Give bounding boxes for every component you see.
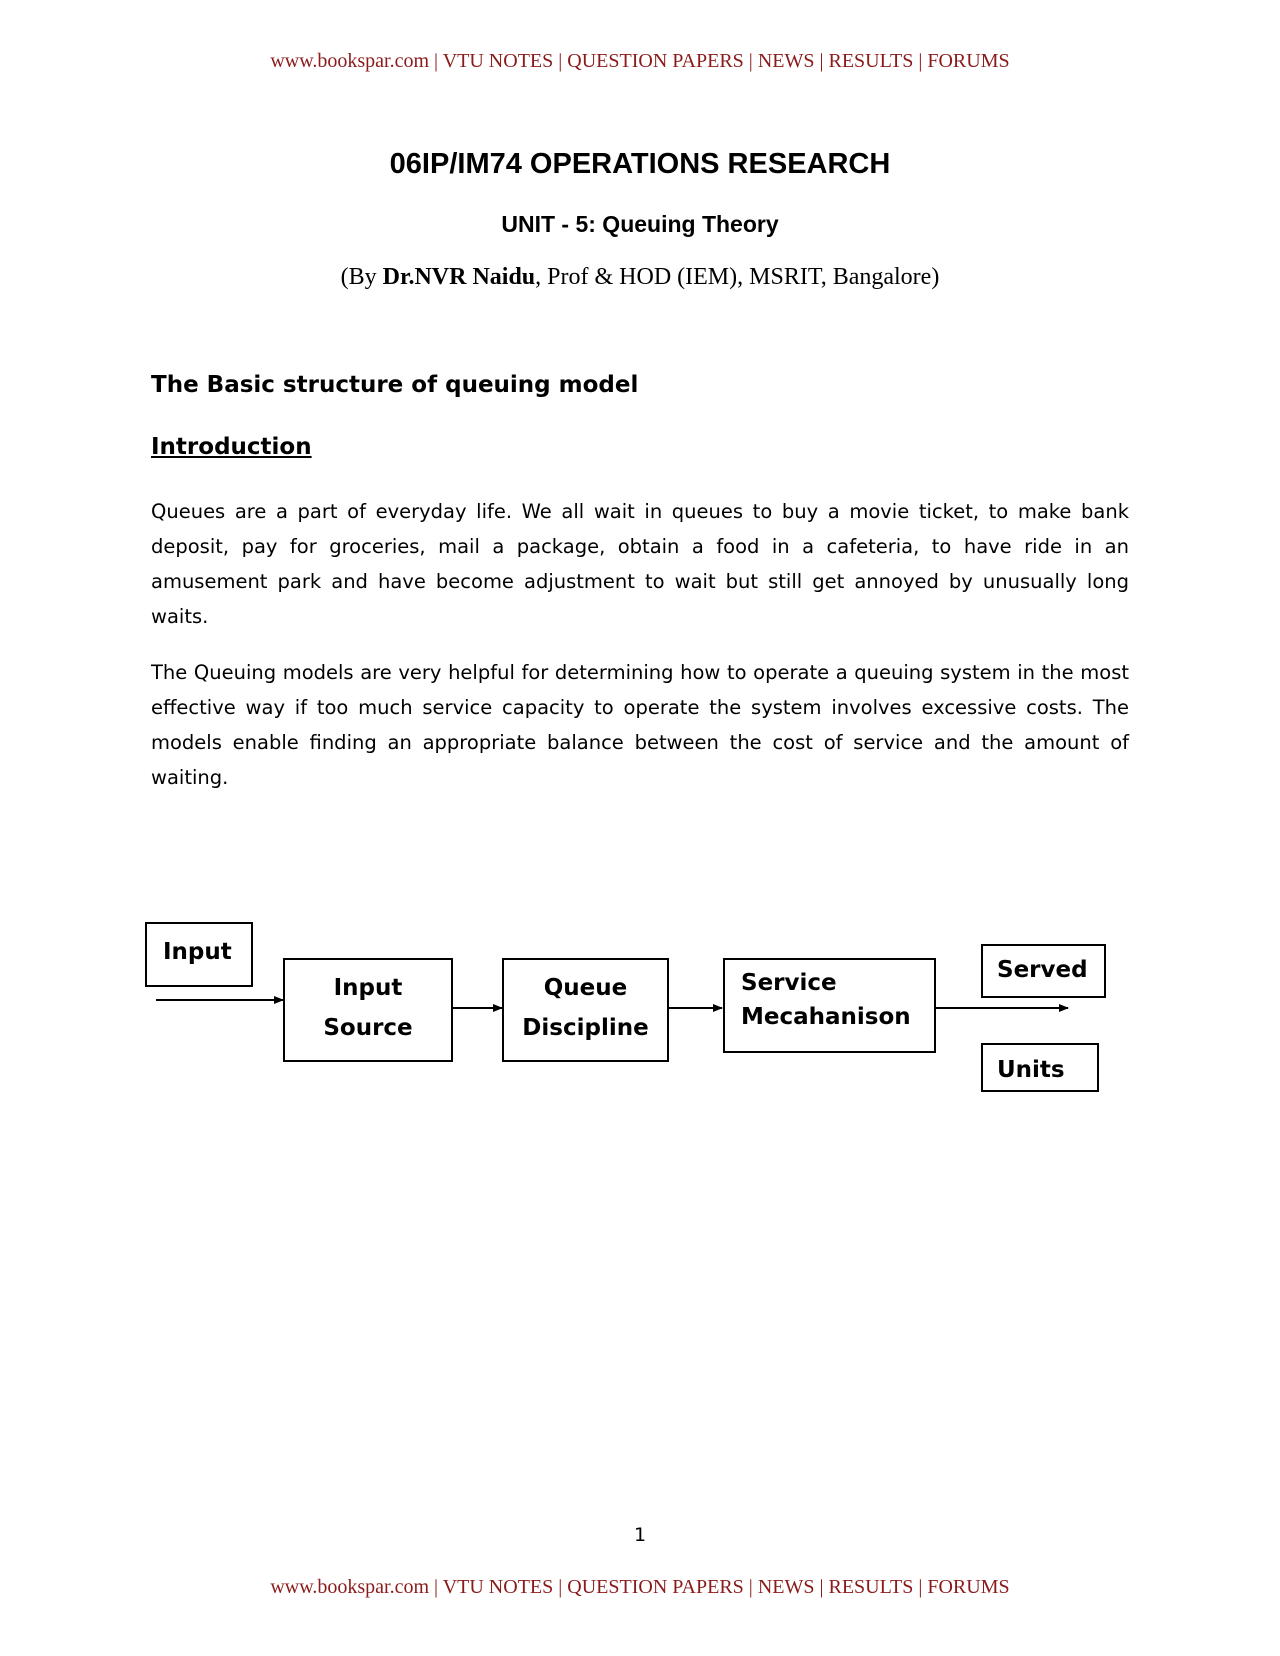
units-label: Units: [997, 1057, 1065, 1083]
served-label-box: [981, 944, 1106, 998]
queuing-structure-diagram: [0, 900, 1280, 1120]
banner-link-forums[interactable]: FORUMS: [927, 50, 1010, 72]
banner-site-link[interactable]: www.bookspar.com: [270, 1576, 430, 1598]
banner-link-vtu-notes[interactable]: VTU NOTES: [442, 50, 554, 72]
service-mechanism-line2: Mecahanison: [741, 1004, 911, 1030]
units-label-box: [981, 1043, 1099, 1092]
banner-separator: |: [913, 1576, 928, 1598]
page-number: 1: [633, 1524, 647, 1546]
unit-title: UNIT - 5: Queuing Theory: [501, 211, 779, 237]
queue-discipline-line1: Queue: [543, 975, 628, 1001]
banner-link-question-papers[interactable]: QUESTION PAPERS: [567, 50, 744, 72]
paragraph-intro: Queues are a part of everyday life. We all wait in queues to buy a movie ticket, to make bank deposit, pay for groceries, mail a package, obtain a food in a cafeteria, to have ride in an amusement park and have become adjustment to wait but still get annoyed by unusually long waits.: [151, 500, 1129, 628]
section-heading: The Basic structure of queuing model: [151, 372, 639, 398]
banner-separator: |: [814, 1576, 829, 1598]
input-label-box: [145, 922, 253, 987]
header-banner: [0, 50, 1280, 73]
banner-link-results[interactable]: RESULTS: [828, 50, 914, 72]
author-name: Dr.NVR Naidu: [382, 264, 536, 290]
banner-separator: |: [814, 50, 829, 72]
byline-suffix: , Prof & HOD (IEM), MSRIT, Bangalore): [535, 264, 940, 290]
input-label: Input: [163, 939, 232, 965]
service-mechanism-box: [723, 958, 936, 1053]
banner-link-question-papers[interactable]: QUESTION PAPERS: [567, 1576, 744, 1598]
served-label: Served: [997, 957, 1088, 983]
input-source-line2: Source: [323, 1015, 413, 1041]
footer-banner: [0, 1576, 1280, 1599]
author-byline: [0, 264, 1280, 291]
banner-separator: |: [429, 1576, 443, 1598]
banner-link-vtu-notes[interactable]: VTU NOTES: [442, 1576, 554, 1598]
introduction-heading: Introduction: [151, 434, 312, 460]
banner-link-news[interactable]: NEWS: [757, 50, 815, 72]
queue-discipline-line2: Discipline: [522, 1015, 649, 1041]
banner-link-forums[interactable]: FORUMS: [927, 1576, 1010, 1598]
banner-separator: |: [429, 50, 443, 72]
banner-separator: |: [743, 1576, 758, 1598]
banner-link-results[interactable]: RESULTS: [828, 1576, 914, 1598]
document-title: 06IP/IM74 OPERATIONS RESEARCH: [389, 148, 891, 180]
queue-discipline-box: [502, 958, 669, 1062]
paragraph-models: The Queuing models are very helpful for determining how to operate a queuing system in the most effective way if too much service capacity to operate the system involves excessive costs. The models enable finding an appropriate balance between the cost of service and the amount of waiting.: [151, 661, 1129, 789]
service-mechanism-line1: Service: [741, 970, 837, 996]
banner-separator: |: [743, 50, 758, 72]
input-source-line1: Input: [333, 975, 403, 1001]
banner-separator: |: [913, 50, 928, 72]
banner-site-link[interactable]: www.bookspar.com: [270, 50, 430, 72]
banner-separator: |: [553, 1576, 568, 1598]
banner-link-news[interactable]: NEWS: [757, 1576, 815, 1598]
banner-separator: |: [553, 50, 568, 72]
input-source-box: [283, 958, 453, 1062]
byline-prefix: (By: [340, 264, 383, 290]
